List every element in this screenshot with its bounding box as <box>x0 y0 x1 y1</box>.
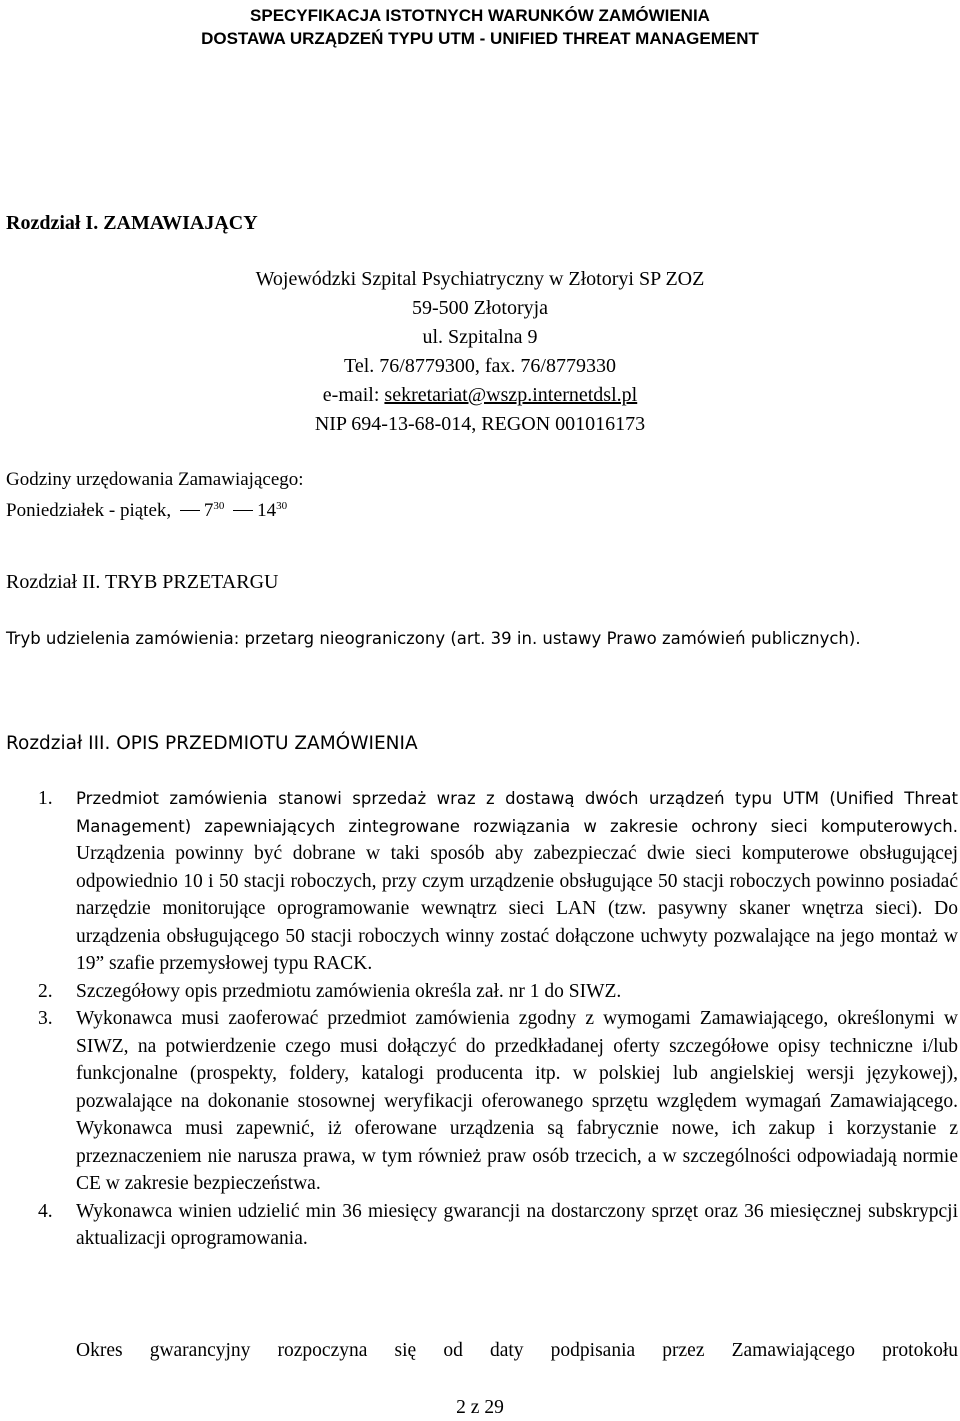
warranty-period-text: Okres gwarancyjny rozpoczyna się od daty podpisania przez Zamawiającego protokołu <box>76 1340 958 1361</box>
list-item-number: 2. <box>38 980 53 1002</box>
hours-days: Poniedziałek - piątek, <box>6 500 172 521</box>
authority-name: Wojewódzki Szpital Psychiatryczny w Złotoryi SP ZOZ <box>255 268 705 290</box>
hours-label: Godziny urzędowania Zamawiającego: <box>6 469 304 490</box>
list-item <box>38 785 958 978</box>
dash-divider <box>180 510 200 511</box>
procedure-text: Tryb udzielenia zamówienia: przetarg nieograniczony (art. 39 in. ustawy Prawo zamówień publicznych). <box>6 629 861 648</box>
hours-from: 7 <box>203 500 214 521</box>
office-hours <box>6 466 304 524</box>
hours-to-minutes: 30 <box>276 500 288 512</box>
list-item-text: Przedmiot zamówienia stanowi sprzedaż wraz z dostawą dwóch urządzeń typu UTM (Unified Threat Management) zapewniających zintegrowane rozwiązania w zakresie ochrony sieci komputerowych. <box>76 789 958 836</box>
hours-from-minutes: 30 <box>213 500 225 512</box>
email-link[interactable]: sekretariat@wszp.internetdsl.pl <box>384 384 638 406</box>
list-item-text: Szczegółowy opis przedmiotu zamówienia określa zał. nr 1 do SIWZ. <box>76 980 622 1002</box>
hours-to: 14 <box>257 500 277 521</box>
list-item <box>38 1005 958 1198</box>
list-item-text: Wykonawca winien udzielić min 36 miesięcy gwarancji na dostarczony sprzęt oraz 36 miesięcznej subskrypcji aktualizacji oprogramowania. <box>76 1200 958 1249</box>
authority-email-line <box>120 381 840 410</box>
authority-street: ul. Szpitalna 9 <box>422 326 538 348</box>
hours-value <box>6 493 304 524</box>
list-item-number: 3. <box>38 1008 53 1029</box>
authority-city: 59-500 Złotoryja <box>411 297 549 319</box>
section-3-title: Rozdział III. OPIS PRZEDMIOTU ZAMÓWIENIA <box>6 733 418 754</box>
email-label: e-mail: <box>322 384 385 406</box>
section-2-title: Rozdział II. TRYB PRZETARGU <box>6 571 279 593</box>
page-number: 2 z 29 <box>456 1397 504 1418</box>
authority-ids: NIP 694-13-68-014, REGON 001016173 <box>314 413 646 435</box>
document-header <box>0 4 960 50</box>
header-title: SPECYFIKACJA ISTOTNYCH WARUNKÓW ZAMÓWIENIA <box>250 6 710 25</box>
contracting-authority-block <box>120 265 840 439</box>
list-item <box>38 978 958 1006</box>
list-item-text: Wykonawca musi zaoferować przedmiot zamówienia zgodny z wymogami Zamawiającego, określonymi w SIWZ, na potwierdzenie czego musi dołączyć do przedkładanej oferty szczegółowe opisy techniczne i/lub funkcjonalne (prospekty, foldery, katalogi producenta itp. w polskiej lub angielskiej wersji językowej), pozwalające na dokonanie stosownej weryfikacji oferowanego sprzętu względem wymagań Zamawiającego. Wykonawca musi zapewnić, iż oferowane urządzenia są fabrycznie nowe, ich zakup i korzystanie z przeznaczeniem nie narusza prawa, w tym również praw osób trzecich, a w szczególności odpowiadają normie CE w zakresie bezpieczeństwa. <box>76 1008 958 1194</box>
section-1-title: Rozdział I. ZAMAWIAJĄCY <box>6 212 258 234</box>
list-item-text-continued: Urządzenia powinny być dobrane w taki sposób aby zabezpieczać dwie sieci komputerowe obsługującej odpowiednio 10 i 50 stacji roboczych, przy czym urządzenie obsługujące 50 stacji roboczych powinno posiadać narzędzie monitorujące oprogramowanie wewnątrz sieci LAN (tzw. pasywny skaner wnętrza sieci). Do urządzenia obsługującego 50 stacji roboczych winny zostać dołączone uchwyty pozwalające na jego montaż w 19” szafie przemysłowej typu RACK. <box>76 843 958 974</box>
header-subtitle: DOSTAWA URZĄDZEŃ TYPU UTM - UNIFIED THREAT MANAGEMENT <box>201 29 759 48</box>
list-item <box>38 1198 958 1253</box>
dash-divider <box>233 510 253 511</box>
authority-phone: Tel. 76/8779300, fax. 76/8779330 <box>344 355 616 377</box>
list-item-number: 4. <box>38 1200 53 1222</box>
order-description-list <box>38 785 958 1253</box>
list-item-number: 1. <box>38 788 53 809</box>
